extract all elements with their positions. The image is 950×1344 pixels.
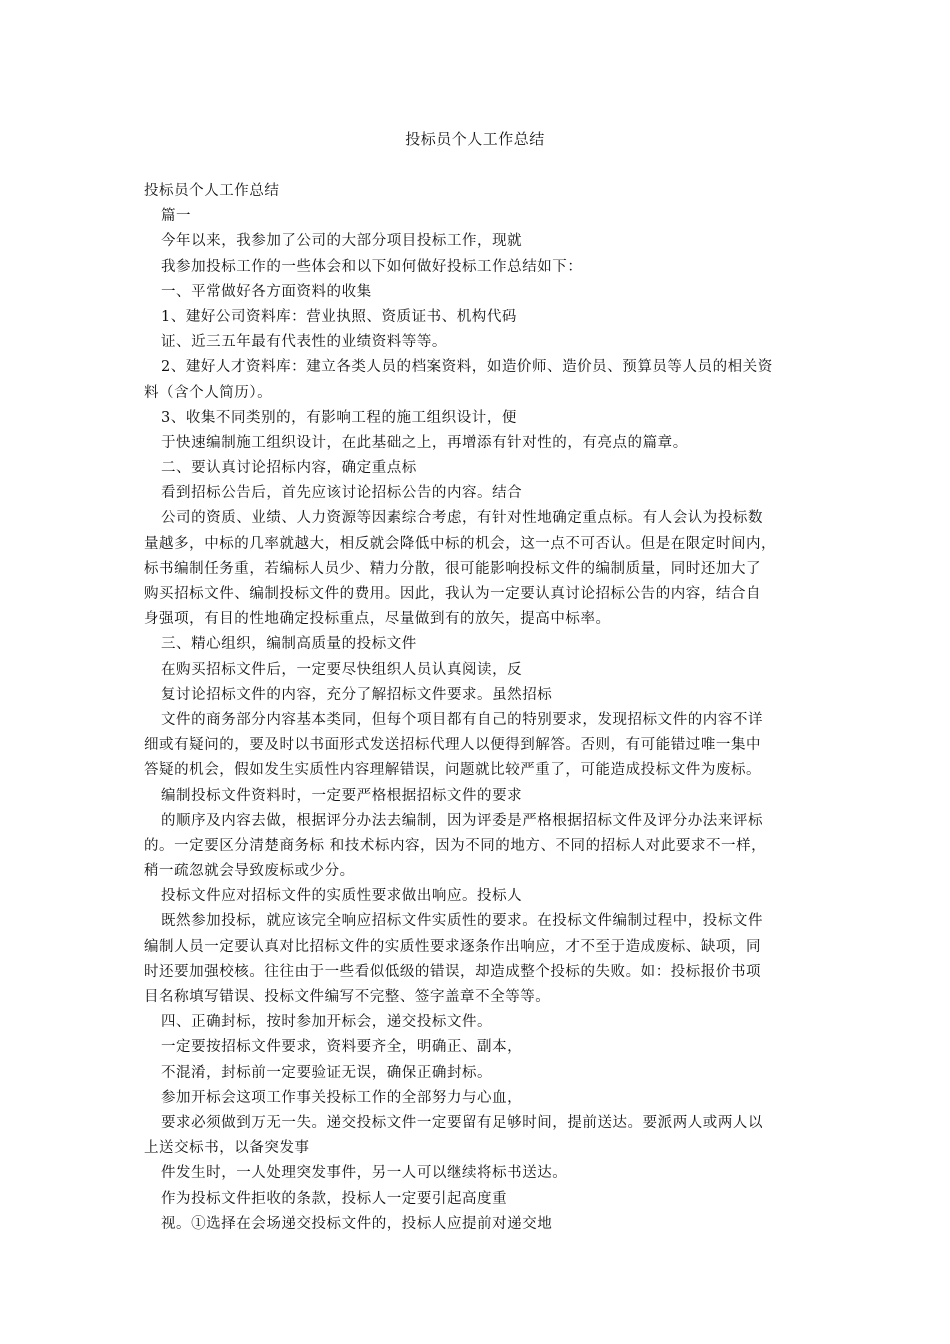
paragraph-line: 视。①选择在会场递交投标文件的，投标人应提前对递交地	[161, 1215, 553, 1232]
paragraph-line: 看到招标公告后，首先应该讨论招标公告的内容。结合	[161, 485, 523, 502]
paragraph-line: 既然参加投标，就应该完全响应招标文件实质性的要求。在投标文件编制过程中，投标文件	[161, 913, 763, 930]
document-title: 投标员个人工作总结	[405, 130, 545, 148]
paragraph-line: 3、收集不同类别的，有影响工程的施工组织设计，便	[161, 409, 517, 426]
paragraph-line: 作为投标文件拒收的条款，投标人一定要引起高度重	[161, 1190, 508, 1207]
paragraph-line: 的。一定要区分清楚商务标 和技术标内容，因为不同的地方、不同的招标人对此要求不一样，	[144, 837, 767, 854]
paragraph-line: 标书编制任务重，若编标人员少、精力分散，很可能影响投标文件的编制质量，同时还加大了	[144, 560, 762, 577]
paragraph-line: 1、建好公司资料库：营业执照、资质证书、机构代码	[161, 308, 517, 325]
paragraph-line: 料（含个人简历）。	[144, 384, 273, 401]
paragraph-line: 复讨论招标文件的内容，充分了解招标文件要求。虽然招标	[161, 686, 553, 703]
paragraph-line: 我参加投标工作的一些体会和以下如何做好投标工作总结如下：	[161, 258, 583, 275]
paragraph-line: 公司的资质、业绩、人力资源等因素综合考虑，有针对性地确定重点标。有人会认为投标数	[161, 510, 763, 527]
paragraph-line: 编制人员一定要认真对比招标文件的实质性要求逐条作出响应，才不至于造成废标、缺项，同	[144, 938, 762, 955]
paragraph-line: 三、精心组织，编制高质量的投标文件	[161, 636, 417, 653]
paragraph-line: 购买招标文件、编制投标文件的费用。因此，我认为一定要认真讨论招标公告的内容，结合自	[144, 586, 762, 602]
paragraph-line: 答疑的机会，假如发生实质性内容理解错误，问题就比较严重了，可能造成投标文件为废标。	[144, 762, 762, 779]
paragraph-line: 投标文件应对招标文件的实质性要求做出响应。投标人	[161, 888, 523, 905]
paragraph-line: 参加开标会这项工作事关投标工作的全部努力与心血，	[161, 1089, 523, 1106]
paragraph-line: 上送交标书，以备突发事	[144, 1140, 310, 1157]
paragraph-line: 于快速编制施工组织设计，在此基础之上，再增添有针对性的，有亮点的篇章。	[161, 434, 688, 451]
paragraph-line: 在购买招标文件后，一定要尽快组织人员认真阅读，反	[161, 661, 523, 678]
paragraph-line: 编制投标文件资料时，一定要严格根据招标文件的要求	[161, 787, 523, 804]
paragraph-line: 一、平常做好各方面资料的收集	[161, 283, 372, 300]
paragraph-line: 要求必须做到万无一失。递交投标文件一定要留有足够时间，提前送达。要派两人或两人以	[161, 1114, 763, 1131]
paragraph-line: 量越多，中标的几率就越大，相反就会降低中标的机会，这一点不可否认。但是在限定时间内，	[144, 535, 777, 552]
paragraph-line: 一定要按招标文件要求，资料要齐全，明确正、副本，	[161, 1039, 523, 1056]
paragraph-line: 的顺序及内容去做，根据评分办法去编制，因为评委是严格根据招标文件及评分办法来评标	[161, 812, 763, 829]
paragraph-line: 文件的商务部分内容基本类同，但每个项目都有自己的特别要求，发现招标文件的内容不详	[161, 711, 763, 728]
paragraph-line: 时还要加强校核。往往由于一些看似低级的错误，却造成整个投标的失败。如：投标报价书项	[144, 963, 762, 980]
paragraph-line: 不混淆，封标前一定要验证无误，确保正确封标。	[161, 1064, 493, 1081]
paragraph-line: 篇一	[161, 208, 192, 225]
paragraph-line: 2、建好人才资料库：建立各类人员的档案资料，如造价师、造价员、预算员等人员的相关资	[161, 359, 773, 376]
paragraph-line: 细或有疑问的，要及时以书面形式发送招标代理人以便得到解答。否则，有可能错过唯一集中	[144, 737, 762, 754]
paragraph-line: 身强项，有目的性地确定投标重点，尽量做到有的放矢，提高中标率。	[144, 611, 611, 628]
document-body	[144, 179, 809, 1237]
paragraph-line: 二、要认真讨论招标内容，确定重点标	[161, 460, 417, 477]
paragraph-line: 今年以来，我参加了公司的大部分项目投标工作，现就	[161, 233, 523, 250]
paragraph-line: 稍一疏忽就会导致废标或少分。	[144, 863, 355, 880]
paragraph-line: 四、正确封标，按时参加开标会，递交投标文件。	[161, 1014, 493, 1031]
paragraph-line: 投标员个人工作总结	[144, 183, 280, 199]
paragraph-line: 证、近三五年最有代表性的业绩资料等等。	[161, 334, 447, 351]
paragraph-line: 目名称填写错误、投标文件编写不完整、签字盖章不全等等。	[144, 989, 551, 1005]
paragraph-line: 件发生时，一人处理突发事件，另一人可以继续将标书送达。	[161, 1165, 568, 1182]
